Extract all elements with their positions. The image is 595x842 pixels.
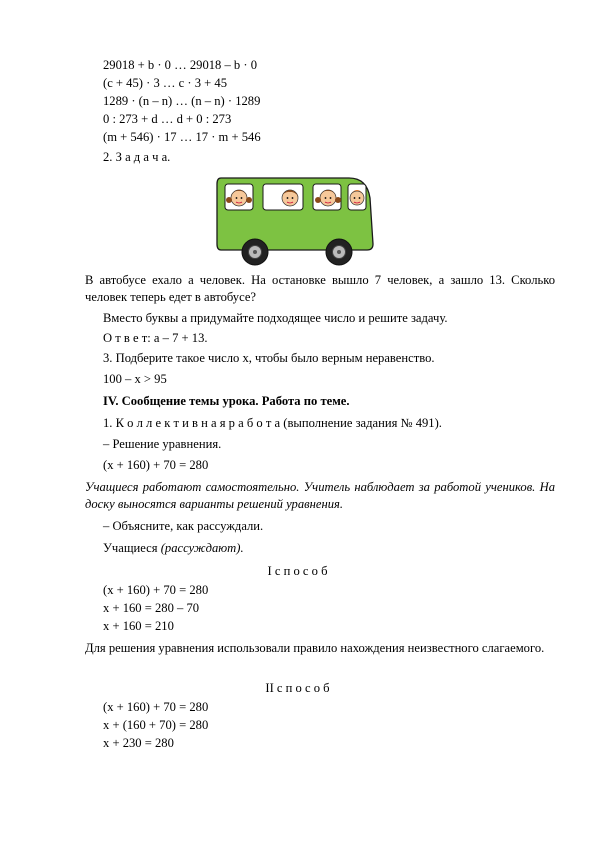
method-1-line-1: (x + 160) + 70 = 280 [103,583,209,597]
expression-1: 29018 + b · 0 … 29018 – b · 0 [103,58,258,72]
method-1-title: I с п о с о б [267,564,328,578]
solving-line: – Решение уравнения. [103,437,222,451]
method-2-line-1: (x + 160) + 70 = 280 [103,700,209,714]
method-2-title: II с п о с о б [265,681,330,695]
expression-2: (c + 45) · 3 … c · 3 + 45 [103,76,228,90]
task-3-text: 3. Подберите такое число x, чтобы было верным неравенство. [103,351,435,365]
expression-5: (m + 546) · 17 … 17 · m + 546 [103,130,261,144]
teacher-note: Учащиеся работают самостоятельно. Учитель наблюдает за работой учеников. На доску выносятся варианты решений уравнения. [85,480,555,511]
method-1-line-2: x + 160 = 280 – 70 [103,601,200,615]
answer-line [103,330,555,346]
rule-text: Для решения уравнения использовали правило нахождения неизвестного слагаемого. [85,641,545,655]
method-2-line-2: x + (160 + 70) = 280 [103,718,209,732]
students-italic: (рассуждают). [160,541,244,555]
inequality: 100 – x > 95 [103,372,167,386]
bus-illustration [215,174,375,274]
collective-work-line [103,415,555,431]
main-equation: (x + 160) + 70 = 280 [103,458,209,472]
task-2-number: 2. [103,150,113,164]
task-2-word: З а д а ч а. [115,150,171,164]
collective-rest: (выполнение задания № 491). [283,416,442,430]
answer-value: a – 7 + 13. [153,331,208,345]
students-line [103,540,555,556]
expression-4: 0 : 273 + d … d + 0 : 273 [103,112,232,126]
bus-wheel-rear [326,239,352,265]
method-2-line-3: x + 230 = 280 [103,736,174,750]
explain-line: – Объясните, как рассуждали. [103,519,264,533]
collective-spaced: К о л л е к т и в н а я р а б о т а [115,416,281,430]
collective-number: 1. [103,416,113,430]
expression-3: 1289 · (n – n) … (n – n) · 1289 [103,94,261,108]
problem-text: В автобусе ехало a человек. На остановке вышло 7 человек, а зашло 13. Сколько человек теперь едет в автобусе? [85,273,555,304]
section-4-heading: IV. Сообщение темы урока. Работа по теме. [103,394,350,408]
method-1-line-3: x + 160 = 210 [103,619,174,633]
bus-wheel-front [242,239,268,265]
answer-label: О т в е т: [103,331,151,345]
students-label: Учащиеся [103,541,158,555]
replace-instruction: Вместо буквы a придумайте подходящее число и решите задачу. [103,311,448,325]
task-2-heading [103,149,555,165]
